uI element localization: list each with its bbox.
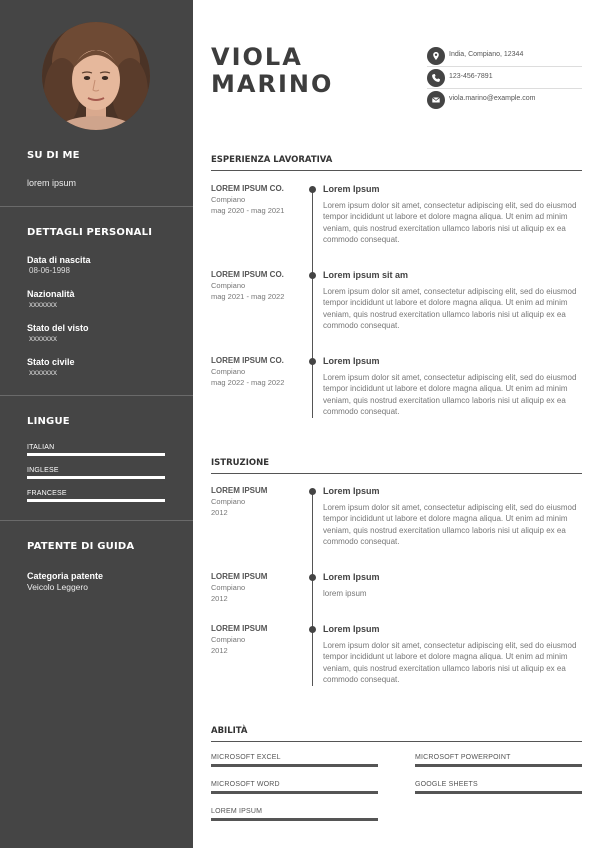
marital-status-label: Stato civile xyxy=(27,357,75,367)
skill-label: MICROSOFT POWERPOINT xyxy=(415,754,511,761)
skills-heading-rule xyxy=(211,741,582,742)
marital-status-value: xxxxxxx xyxy=(29,368,57,377)
phone-text: 123-456-7891 xyxy=(449,73,493,80)
personal-detail-item xyxy=(27,289,75,309)
language-item xyxy=(27,467,165,479)
profile-photo xyxy=(42,22,150,130)
school-name: LOREM IPSUM xyxy=(211,572,268,581)
personal-detail-item xyxy=(27,255,91,275)
company-city: Compiano xyxy=(211,281,246,290)
language-label: ITALIAN xyxy=(27,444,55,451)
email-text: viola.marino@example.com xyxy=(449,95,536,102)
skill-level-bar xyxy=(415,764,582,767)
about-text: lorem ipsum xyxy=(27,178,77,188)
visa-status-label: Stato del visto xyxy=(27,323,89,333)
job-title: Lorem Ipsum xyxy=(323,356,380,366)
address-text: India, Compiano, 12344 xyxy=(449,51,524,58)
timeline-dot xyxy=(309,574,316,581)
job-title: Lorem ipsum sit am xyxy=(323,270,409,280)
skill-level-bar xyxy=(211,791,378,794)
sidebar xyxy=(0,0,193,848)
sidebar-divider xyxy=(0,395,193,396)
education-body xyxy=(323,486,582,547)
skill-item xyxy=(211,808,378,821)
license-value: Veicolo Leggero xyxy=(27,582,88,592)
education-meta xyxy=(211,486,306,517)
experience-body xyxy=(323,184,582,245)
timeline-dot xyxy=(309,626,316,633)
company-city: Compiano xyxy=(211,367,246,376)
job-description: Lorem ipsum dolor sit amet, consectetur adipiscing elit, sed do eiusmod tempor incididunt ut labore et dolore magna aliqua. Ut enim ad minim veniam, quis nostrud exercitation ullamco laboris nisi ut aliquip ex ea commodo consequat. xyxy=(323,373,577,416)
experience-meta xyxy=(211,184,306,215)
education-heading: ISTRUZIONE xyxy=(211,458,270,468)
skill-label: GOOGLE SHEETS xyxy=(415,781,478,788)
company-name: LOREM IPSUM CO. xyxy=(211,184,284,193)
company-name: LOREM IPSUM CO. xyxy=(211,356,284,365)
company-name: LOREM IPSUM CO. xyxy=(211,270,284,279)
languages-heading: LINGUE xyxy=(27,416,70,427)
school-city: Compiano xyxy=(211,497,246,506)
birthdate-value: 08-06-1998 xyxy=(29,266,70,275)
contact-email xyxy=(427,89,582,111)
skill-label: MICROSOFT EXCEL xyxy=(211,754,281,761)
language-item xyxy=(27,490,165,502)
personal-detail-item xyxy=(27,323,89,343)
email-icon xyxy=(427,91,445,109)
job-description: Lorem ipsum dolor sit amet, consectetur adipiscing elit, sed do eiusmod tempor incididunt ut labore et dolore magna aliqua. Ut enim ad minim veniam, quis nostrud exercitation ullamco laboris nisi ut aliquip ex ea commodo consequat. xyxy=(323,287,577,330)
degree-title: Lorem Ipsum xyxy=(323,624,380,634)
skill-item xyxy=(211,781,378,794)
education-year: 2012 xyxy=(211,646,228,655)
degree-description: lorem ipsum xyxy=(323,589,367,598)
skill-item xyxy=(211,754,378,767)
nationality-value: xxxxxxx xyxy=(29,300,57,309)
personal-details-section xyxy=(27,227,177,377)
about-heading: SU DI ME xyxy=(27,150,80,161)
skill-level-bar xyxy=(415,791,582,794)
languages-section xyxy=(27,416,177,497)
candidate-name xyxy=(211,44,333,98)
education-heading-rule xyxy=(211,473,582,474)
timeline-dot xyxy=(309,186,316,193)
experience-timeline xyxy=(312,188,313,418)
experience-meta xyxy=(211,270,306,301)
education-timeline xyxy=(312,490,313,686)
last-name: MARINO xyxy=(211,70,334,98)
experience-meta xyxy=(211,356,306,387)
education-meta xyxy=(211,624,306,655)
personal-detail-item xyxy=(27,357,75,377)
degree-description: Lorem ipsum dolor sit amet, consectetur adipiscing elit, sed do eiusmod tempor incididunt ut labore et dolore magna aliqua. Ut enim ad minim veniam, quis nostrud exercitation ullamco laboris nisi ut aliquip ex ea commodo consequat. xyxy=(323,641,577,684)
experience-body xyxy=(323,270,582,331)
degree-title: Lorem Ipsum xyxy=(323,572,380,582)
language-item xyxy=(27,444,165,456)
school-name: LOREM IPSUM xyxy=(211,624,268,633)
job-dates: mag 2021 - mag 2022 xyxy=(211,292,285,301)
license-section xyxy=(27,541,177,592)
about-section xyxy=(27,150,177,188)
degree-title: Lorem Ipsum xyxy=(323,486,380,496)
school-name: LOREM IPSUM xyxy=(211,486,268,495)
contact-address xyxy=(427,45,582,67)
degree-description: Lorem ipsum dolor sit amet, consectetur adipiscing elit, sed do eiusmod tempor incididunt ut labore et dolore magna aliqua. Ut enim ad minim veniam, quis nostrud exercitation ullamco laboris nisi ut aliquip ex ea commodo consequat. xyxy=(323,503,577,546)
job-title: Lorem Ipsum xyxy=(323,184,380,194)
skill-label: MICROSOFT WORD xyxy=(211,781,280,788)
company-city: Compiano xyxy=(211,195,246,204)
job-dates: mag 2020 - mag 2021 xyxy=(211,206,285,215)
education-meta xyxy=(211,572,306,603)
skill-level-bar xyxy=(211,764,378,767)
personal-details-heading: DETTAGLI PERSONALI xyxy=(27,227,153,238)
timeline-dot xyxy=(309,272,316,279)
timeline-dot xyxy=(309,358,316,365)
job-dates: mag 2022 - mag 2022 xyxy=(211,378,285,387)
birthdate-label: Data di nascita xyxy=(27,255,91,265)
sidebar-divider xyxy=(0,520,193,521)
experience-heading: ESPERIENZA LAVORATIVA xyxy=(211,155,333,165)
license-heading: PATENTE DI GUIDA xyxy=(27,541,135,552)
skill-level-bar xyxy=(211,818,378,821)
sidebar-divider xyxy=(0,206,193,207)
school-city: Compiano xyxy=(211,635,246,644)
timeline-dot xyxy=(309,488,316,495)
education-year: 2012 xyxy=(211,594,228,603)
nationality-label: Nazionalità xyxy=(27,289,75,299)
education-body xyxy=(323,624,582,685)
location-pin-icon xyxy=(427,47,445,65)
job-description: Lorem ipsum dolor sit amet, consectetur adipiscing elit, sed do eiusmod tempor incididunt ut labore et dolore magna aliqua. Ut enim ad minim veniam, quis nostrud exercitation ullamco laboris nisi ut aliquip ex ea commodo consequat. xyxy=(323,201,577,244)
language-level-bar xyxy=(27,499,165,502)
education-body xyxy=(323,572,582,599)
experience-heading-rule xyxy=(211,170,582,171)
language-label: INGLESE xyxy=(27,467,59,474)
skill-item xyxy=(415,754,582,767)
avatar xyxy=(42,22,150,130)
school-city: Compiano xyxy=(211,583,246,592)
skill-item xyxy=(415,781,582,794)
phone-icon xyxy=(427,69,445,87)
skills-heading: ABILITÀ xyxy=(211,726,248,736)
language-level-bar xyxy=(27,453,165,456)
visa-status-value: xxxxxxx xyxy=(29,334,57,343)
language-label: FRANCESE xyxy=(27,490,67,497)
education-year: 2012 xyxy=(211,508,228,517)
experience-body xyxy=(323,356,582,417)
skill-label: LOREM IPSUM xyxy=(211,808,263,815)
first-name: VIOLA xyxy=(211,43,303,71)
language-level-bar xyxy=(27,476,165,479)
license-label: Categoria patente xyxy=(27,571,104,581)
contact-phone xyxy=(427,67,582,89)
